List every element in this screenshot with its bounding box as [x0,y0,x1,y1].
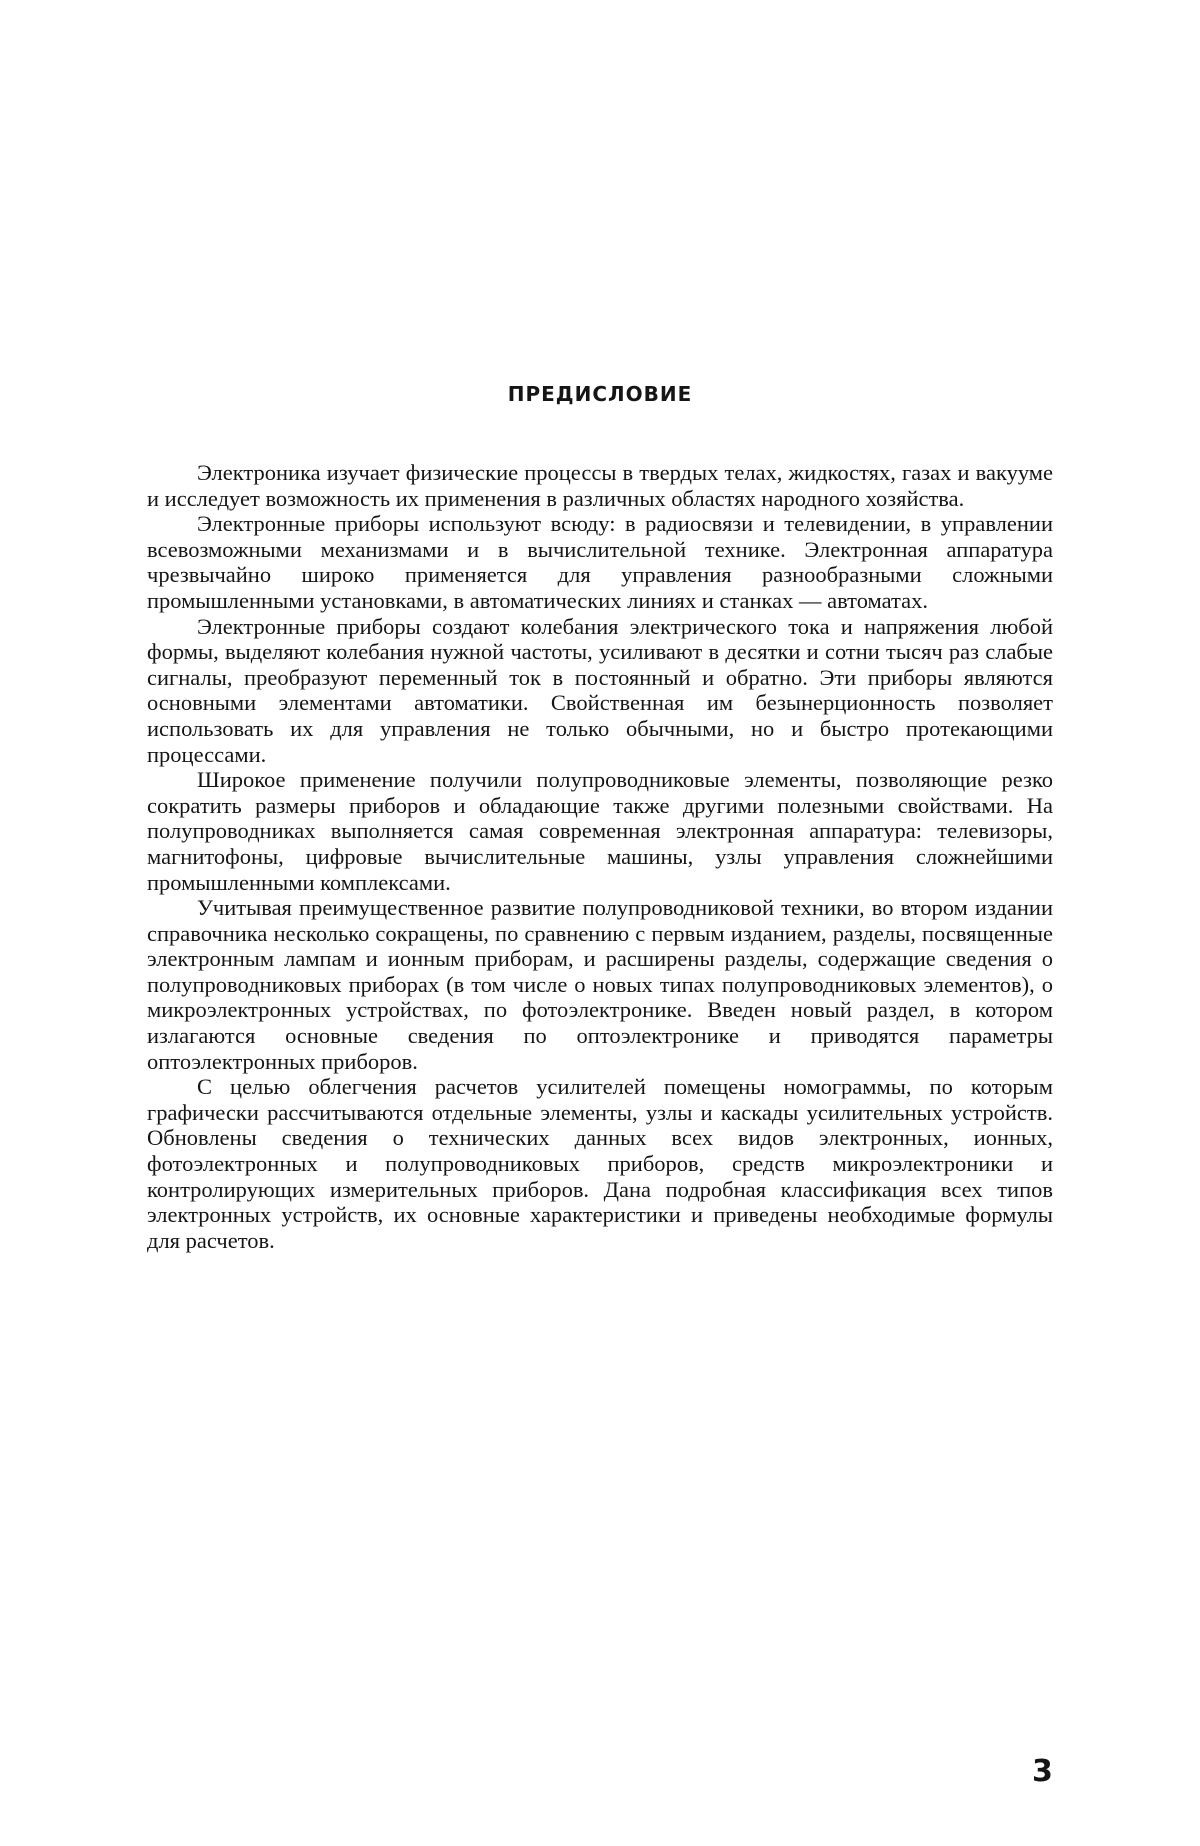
page-title: ПРЕДИСЛОВИЕ [507,382,693,406]
paragraph-5: Учитывая преимущественное развитие полупроводниковой техники, во втором издании справочника несколько сокращены, по сравнению с первым изданием, разделы, посвященные электронным лампам и ионным приборам, и расширены разделы, содержащие сведения о полупроводниковых приборах (в том числе о новых типах полупроводниковых элементов), о микроэлектронных устройствах, по фотоэлектронике. Введен новый раздел, в котором излагаются основные сведения по оптоэлектронике и приводятся параметры оптоэлектронных приборов. [147,895,1053,1074]
paragraph-3: Электронные приборы создают колебания электрического тока и напряжения любой формы, выделяют колебания нужной частоты, усиливают в десятки и сотни тысяч раз слабые сигналы, преобразуют переменный ток в постоянный и обратно. Эти приборы являются основными элементами автоматики. Свойственная им безынерционность позволяет использовать их для управления не только обычными, но и быстро протекающими процессами. [147,613,1053,767]
page-number: 3 [1032,1754,1053,1789]
paragraph-1: Электроника изучает физические процессы в твердых телах, жидкостях, газах и вакууме и исследует возможность их применения в различных областях народного хозяйства. [147,460,1053,511]
paragraph-6: С целью облегчения расчетов усилителей помещены номограммы, по которым графически рассчитываются отдельные элементы, узлы и каскады усилительных устройств. Обновлены сведения о технических данных всех видов электронных, ионных, фотоэлектронных и полупроводниковых приборов, средств микроэлектроники и контролирующих измерительных приборов. Дана подробная классификация всех типов электронных устройств, их основные характеристики и приведены необходимые формулы для расчетов. [147,1074,1053,1253]
paragraph-4: Широкое применение получили полупроводниковые элементы, позволяющие резко сократить размеры приборов и обладающие также другими полезными свойствами. На полупроводниках выполняется самая современная электронная аппаратура: телевизоры, магнитофоны, цифровые вычислительные машины, узлы управления сложнейшими промышленными комплексами. [147,767,1053,895]
paragraph-2: Электронные приборы используют всюду: в радиосвязи и телевидении, в управлении всевозможными механизмами и в вычислительной технике. Электронная аппаратура чрезвычайно широко применяется для управления разнообразными сложными промышленными установками, в автоматических линиях и станках — автоматах. [147,511,1053,613]
preface-text [147,460,1053,1253]
